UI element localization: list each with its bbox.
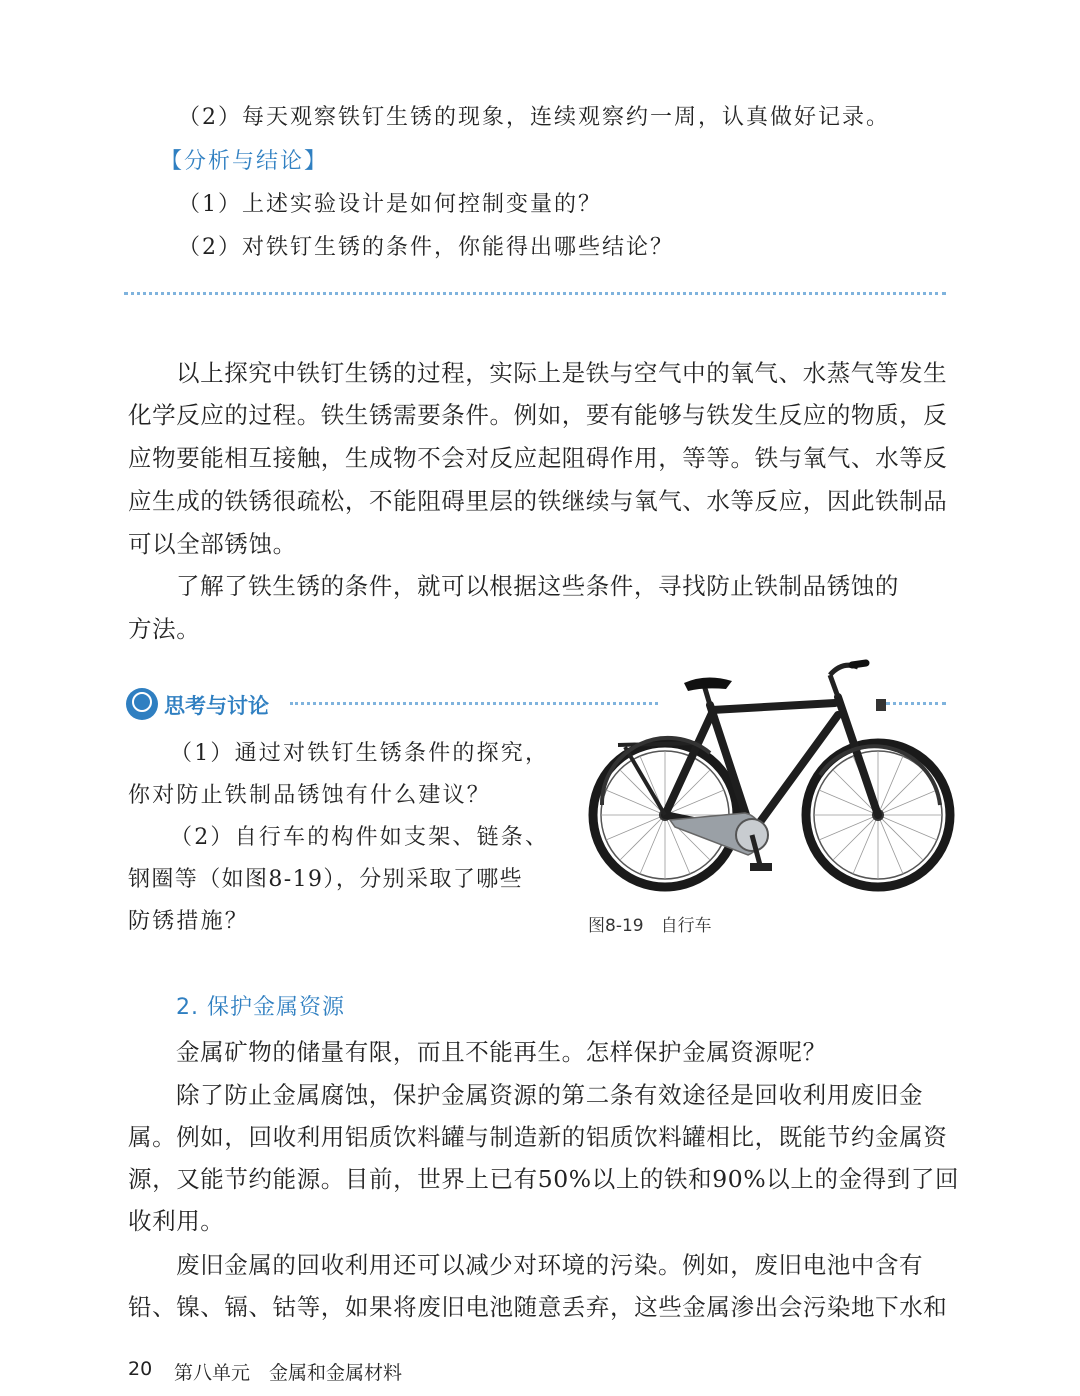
think-discuss-icon [126,688,158,720]
analysis-question-2: （2）对铁钉生锈的条件，你能得出哪些结论？ [178,235,674,260]
think-discuss-heading: 思考与讨论 [164,694,269,718]
body-line: 可以全部锈蚀。 [128,530,297,558]
bicycle-illustration [580,655,960,895]
experiment-step-2: （2）每天观察铁钉生锈的现象，连续观察约一周，认真做好记录。 [178,105,890,130]
body-line: 应物要能相互接触，生成物不会对反应起阻碍作用，等等。铁与氧气、水等反 [128,444,948,472]
body-line: 以上探究中铁钉生锈的过程，实际上是铁与空气中的氧气、水蒸气等发生 [176,359,948,387]
section-divider [124,292,946,295]
body-line: 废旧金属的回收利用还可以减少对环境的污染。例如，废旧电池中含有 [176,1251,924,1279]
body-line: 金属矿物的储量有限，而且不能再生。怎样保护金属资源呢？ [176,1038,827,1066]
analysis-heading: 【分析与结论】 [160,149,329,174]
body-line: 除了防止金属腐蚀，保护金属资源的第二条有效途径是回收利用废旧金 [176,1081,924,1109]
page-number: 20 [128,1358,153,1380]
section-2-heading: 2. 保护金属资源 [176,995,345,1020]
body-line: 收利用。 [128,1207,225,1235]
body-line: 铅、镍、镉、钴等，如果将废旧电池随意丢弃，这些金属渗出会污染地下水和 [128,1293,948,1321]
unit-title: 第八单元 金属和金属材料 [174,1362,403,1384]
think-line: （2）自行车的构件如支架、链条、 [170,825,550,850]
think-line: 你对防止铁制品锈蚀有什么建议？ [128,783,492,808]
think-line: 钢圈等（如图8-19），分别采取了哪些 [128,867,524,892]
body-line: 化学反应的过程。铁生锈需要条件。例如，要有能够与铁发生反应的物质，反 [128,401,948,429]
body-line: 了解了铁生锈的条件，就可以根据这些条件，寻找防止铁制品锈蚀的 [176,572,899,600]
body-line: 属。例如，回收利用铝质饮料罐与制造新的铝质饮料罐相比，既能节约金属资 [128,1123,948,1151]
body-line: 方法。 [128,615,201,643]
think-line: 防锈措施？ [128,909,250,934]
body-line: 应生成的铁锈很疏松，不能阻碍里层的铁继续与氧气、水等反应，因此铁制品 [128,487,948,515]
body-line: 源，又能节约能源。目前，世界上已有50%以上的铁和90%以上的金得到了回 [128,1165,960,1193]
analysis-question-1: （1）上述实验设计是如何控制变量的？ [178,192,602,217]
think-line: （1）通过对铁钉生锈条件的探究， [170,741,550,766]
figure-caption: 图8-19 自行车 [588,916,712,936]
